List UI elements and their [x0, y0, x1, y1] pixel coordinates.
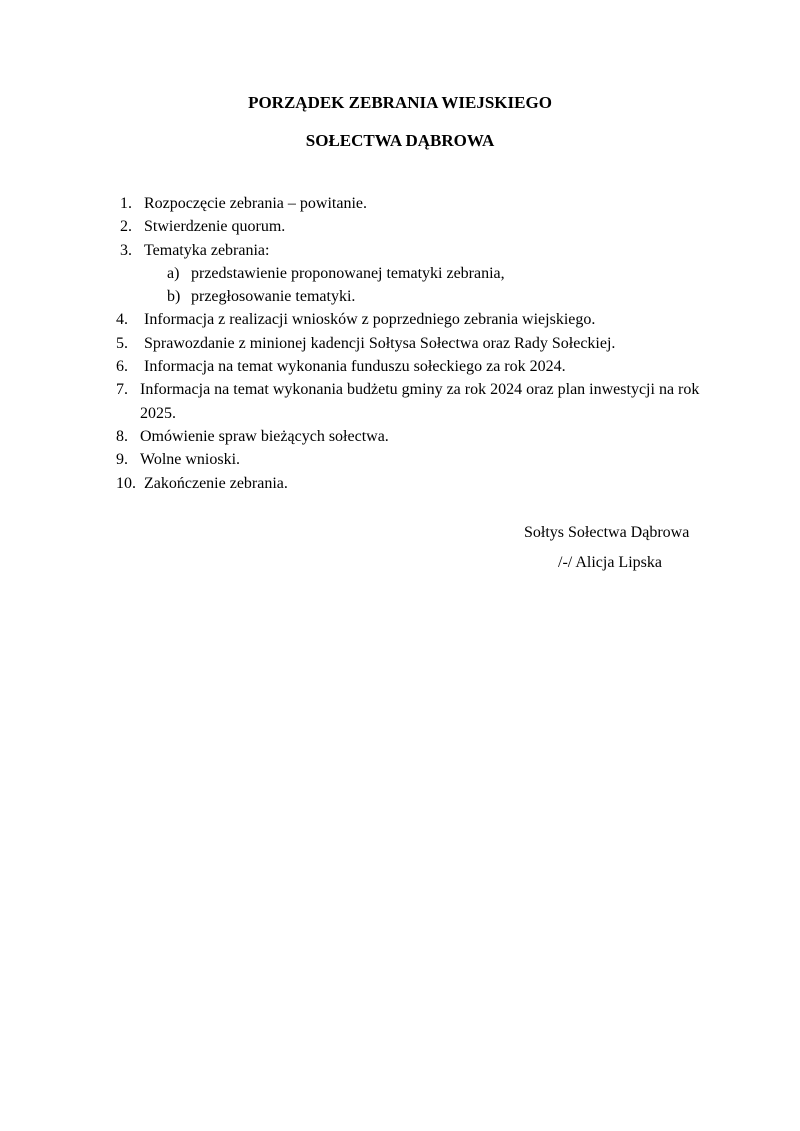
agenda-item-text: Tematyka zebrania: [144, 241, 270, 259]
agenda-item-text: Rozpoczęcie zebrania – powitanie. [144, 195, 367, 212]
agenda-item-text: Informacja na temat wykonania funduszu sołeckiego za rok 2024. [144, 358, 566, 376]
agenda-item-6 [0, 355, 800, 378]
agenda-item-10 [0, 472, 800, 495]
agenda-item-9 [0, 448, 800, 471]
agenda-subitem-text: przedstawienie proponowanej tematyki zebrania, [191, 264, 505, 282]
agenda-item-number: 8. [116, 427, 128, 445]
agenda-item-text: Informacja na temat wykonania budżetu gminy za rok 2024 oraz plan inwestycji na rok 2025. [140, 381, 700, 422]
agenda-item-text: Wolne wnioski. [140, 451, 241, 469]
agenda-item-4 [0, 308, 800, 331]
agenda-item-text: Omówienie spraw bieżących sołectwa. [140, 427, 389, 445]
agenda-item-number: 3. [120, 241, 132, 259]
agenda-item-number: 4. [116, 311, 128, 329]
agenda-item-number: 5. [116, 334, 128, 352]
agenda-item-number: 2. [120, 218, 132, 236]
agenda-item-2 [0, 215, 800, 238]
agenda-item-text: Informacja z realizacji wniosków z poprzedniego zebrania wiejskiego. [144, 311, 596, 329]
agenda-subitem-a [0, 262, 800, 285]
agenda-item-1 [0, 192, 800, 215]
agenda-item-number: 10. [116, 474, 136, 492]
agenda-item-8 [0, 425, 800, 448]
agenda-item-5 [0, 332, 800, 355]
agenda-subitem-text: przegłosowanie tematyki. [191, 288, 356, 306]
agenda-item-number: 7. [116, 381, 128, 399]
agenda-item-text: Stwierdzenie quorum. [144, 218, 286, 236]
agenda-item-text: Sprawozdanie z minionej kadencji Sołtysa Sołectwa oraz Rady Sołeckiej. [144, 334, 616, 352]
agenda-item-text: Zakończenie zebrania. [144, 474, 288, 492]
document-title-line-2: SOŁECTWA DĄBROWA [305, 131, 495, 150]
agenda-item-number: 6. [116, 358, 128, 376]
document-title-line-1: PORZĄDEK ZEBRANIA WIEJSKIEGO [248, 93, 552, 112]
agenda-item-3 [0, 239, 800, 262]
agenda-list [0, 192, 800, 495]
agenda-subitem-b [0, 285, 800, 308]
signature-name: /-/ Alicja Lipska [558, 554, 662, 571]
agenda-subitem-letter: a) [167, 264, 180, 282]
agenda-item-number: 1. [120, 195, 132, 212]
signature-role: Sołtys Sołectwa Dąbrowa [524, 524, 690, 541]
agenda-item-7 [0, 378, 800, 425]
agenda-item-number: 9. [116, 451, 128, 469]
agenda-subitem-letter: b) [167, 288, 181, 306]
